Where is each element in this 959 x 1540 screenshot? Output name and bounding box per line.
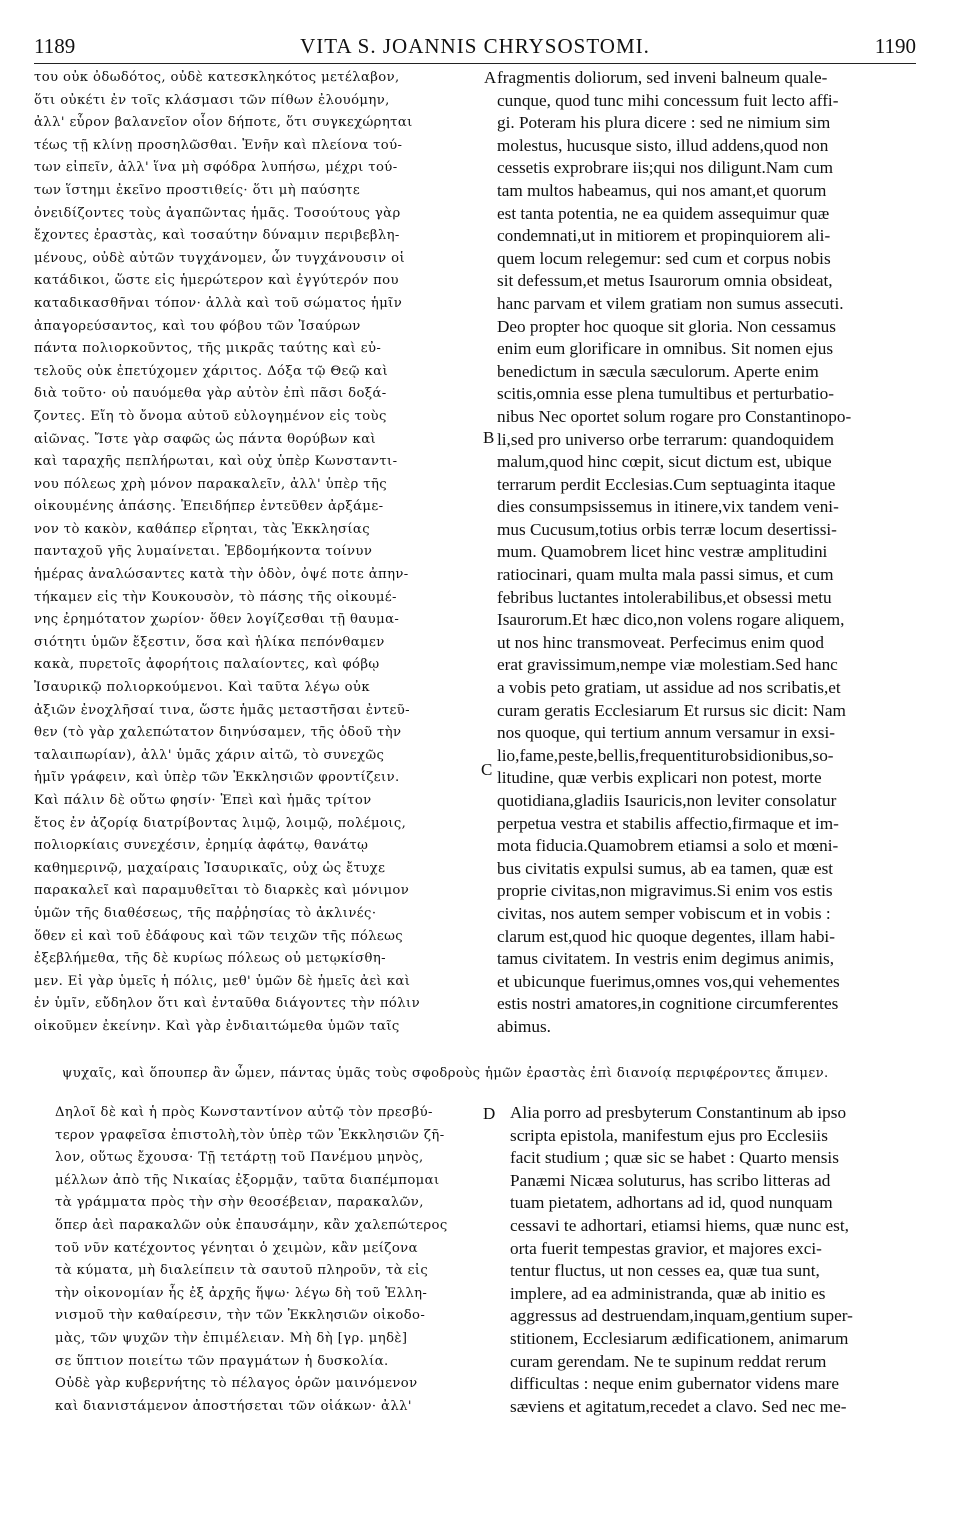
greek-text-line: τὰ κύματα, μὴ διαλείπειν τὰ σαυτοῦ πληροῦν, τὰ εἰς — [55, 1263, 429, 1279]
greek-text-line: ἔχοντες ἐραστὰς, καὶ τοσαύτην δύναμιν περιβεβλη- — [34, 228, 400, 244]
greek-text-line: πάντα πολιορκοῦντος, τῆς μικρᾶς ταύτης καὶ εὐ- — [34, 341, 382, 357]
greek-text-line: ἀλλ' εὗρον βαλανεῖον οἷον δήποτε, ὅτι συγκεχώρηται — [34, 115, 413, 131]
latin-text-line: scitis,omnia esse plena tumultibus et perturbatio- — [497, 384, 834, 404]
latin-text-line: litudine, quæ verbis explicari non potest, morte — [497, 768, 822, 788]
greek-text-line: αἰῶνας. Ἴστε γὰρ σαφῶς ὡς πάντα θορύβων καὶ — [34, 431, 377, 447]
greek-text-line: ἀξιῶν ἐνοχλῆσαί τινα, ὥστε ἡμᾶς μεταστῆσαι ἐντεῦ- — [34, 702, 411, 718]
latin-text-line: erat gravissimum,nempe viæ molestiam.Sed hanc — [497, 655, 838, 675]
latin-text-line: orta fuerit tempestas gravior, et majores exci- — [510, 1238, 822, 1258]
margin-marker-a: A — [484, 68, 497, 87]
latin-text-line: malum,quod hinc cœpit, sicut dictum est, ubique — [497, 452, 832, 472]
greek-text-line: Οὐδὲ γὰρ κυβερνήτης τὸ πέλαγος ὁρῶν μαινόμενον — [55, 1376, 418, 1392]
margin-marker-d: D — [483, 1104, 496, 1123]
greek-text-line: νου πόλεως χρὴ μόνον παρακαλεῖν, ἀλλ' ὑπὲρ τῆς — [34, 476, 388, 492]
greek-text-line: ἡμέρας ἀναλώσαντες κατὰ τὴν ὁδὸν, ὀψέ ποτε ἀπην- — [34, 567, 409, 583]
greek-text-line: τὴν οἰκονομίαν ἧς ἐξ ἀρχῆς ἥψω· λέγω δὴ τοῦ Ἑλλη- — [55, 1285, 428, 1301]
latin-text-line: Panæmi Nicæa soluturus, has scribo litteras ad — [510, 1170, 831, 1190]
greek-text-line: καὶ διανιστάμενον ἀποστήσεται τῶν οἰάκων· ἀλλ' — [55, 1398, 412, 1414]
latin-text-line: stitionem, Ecclesiarum ædificationem, animarum — [510, 1328, 849, 1348]
greek-text-line: νισμοῦ τὴν καθαίρεσιν, τὴν τῶν Ἐκκλησιῶν οἰκοδο- — [55, 1308, 426, 1324]
greek-text-line: τέως τῇ κλίνῃ προσηλῶσθαι. Ἐνῆν καὶ πλείονα τού- — [34, 137, 403, 153]
latin-text-line: lio,fame,peste,bellis,frequentiturobsidionibus,so- — [497, 745, 834, 765]
latin-column-section2 — [510, 1102, 935, 1418]
latin-text-line: enim eum glorificare in omnibus. Sit nomen ejus — [497, 339, 834, 359]
greek-text-line: μὰς, τῶν ψυχῶν τὴν ἐπιμέλειαν. Μὴ δὴ [γρ. μηδὲ] — [55, 1330, 408, 1346]
latin-text-line: cunque, quod tunc mihi concessum fuit lecto affi- — [497, 90, 839, 110]
greek-text-line: Δηλοῖ δὲ καὶ ἡ πρὸς Κωνσταντίνον αὐτῷ τὸν πρεσβύ- — [55, 1105, 433, 1120]
greek-text-line: ὅπερ ἀεὶ παρακαλῶν οὐκ ἐπαυσάμην, κἂν χαλεπώτερος — [55, 1217, 448, 1233]
margin-marker-c: C — [481, 760, 493, 779]
greek-text-line: μεν. Εἰ γὰρ ὑμεῖς ἡ πόλις, μεθ' ὑμῶν δὲ ἡμεῖς ἀεὶ καὶ — [34, 973, 411, 989]
greek-text-line: καὶ ταραχῆς πεπλήρωται, καὶ οὐχ ὑπὲρ Κωνσταντι- — [34, 454, 398, 470]
running-title: VITA S. JOANNIS CHRYSOSTOMI. — [300, 34, 650, 58]
greek-column-section2 — [55, 1102, 485, 1418]
latin-text-line: Alia porro ad presbyterum Constantinum ab ipso — [510, 1103, 847, 1122]
greek-text-line: τήκαμεν εἰς τὴν Κουκουσὸν, τὸ πάσης τῆς οἰκουμέ- — [34, 589, 397, 605]
latin-text-line: aggressus ad destruendam,inquam,gentium super- — [510, 1306, 853, 1326]
latin-text-line: nibus Nec oportet solum rogare pro Constantinopo- — [497, 406, 852, 426]
latin-text-line: dies consumpsissemus in itinere,vix tandem veni- — [497, 497, 839, 517]
greek-text-line: οἰκοῦμεν ἐκείνην. Καὶ γὰρ ἐνδιαιτώμεθα ὑμῶν ταῖς — [34, 1018, 400, 1034]
latin-text-line: tentur fluctus, ut non cesses ea, quæ tua sunt, — [510, 1261, 820, 1281]
latin-text-line: quem locum relegemur: sed cum et corpus nobis — [497, 248, 831, 268]
greek-text-line: οἰκουμένης ἁπάσης. Ἐπειδήπερ ἐντεῦθεν ἀρξάμε- — [34, 499, 384, 515]
greek-text-line: παρακαλεῖ καὶ παραμυθεῖται τὸ διαρκὲς καὶ μόνιμον — [34, 883, 410, 899]
latin-text-line: clarum est,quod hic quoque degentes, illam habi- — [497, 926, 835, 946]
latin-text-line: li,sed pro universo orbe terrarum: quandoquidem — [497, 429, 834, 449]
page-number-right: 1190 — [874, 34, 916, 58]
latin-text-line: difficultas : neque enim gubernator videns mare — [510, 1374, 840, 1394]
header-rule — [34, 63, 916, 64]
latin-text-line: a vobis peto gratiam, ut assidue ad nos scribatis,et — [497, 678, 841, 698]
greek-text-line: τοῦ νῦν κατέχοντος γένηται ὁ χειμὼν, κἂν μείζονα — [55, 1240, 418, 1256]
greek-text-line: ὑμῶν τῆς διαθέσεως, τῆς παῤῥησίας τὸ ἀκλινές· — [34, 905, 377, 921]
latin-text-line: quotidiana,gladiis Isauricis,non leviter consolatur — [497, 791, 837, 810]
latin-text-line: gi. Poteram his plura dicere : sed ne nimium sim — [497, 113, 831, 133]
latin-text-line: hanc parvam et vilem gratiam non sumus assecuti. — [497, 293, 844, 313]
latin-text-line: mus Cucusum,totius orbis terræ locum desertissi- — [497, 519, 837, 539]
margin-marker-b: B — [483, 428, 495, 447]
latin-text-line: ratiocinari, quam multa mala passi simus, et cum — [497, 565, 834, 585]
latin-text-line: abimus. — [497, 1016, 551, 1036]
greek-text-line: καθημερινῷ, μαχαίραις Ἰσαυρικαῖς, οὐχ ὡς ἔτυχε — [34, 860, 386, 876]
latin-text-line: febribus luctantes intolerabilibus,et obsessi metu — [497, 587, 832, 607]
greek-text-line: ἀπαγορεύσαντος, καὶ του φόβου τῶν Ἰσαύρων — [34, 318, 361, 334]
latin-text-line: Isaurorum.Et hæc dico,non volens rogare aliquem, — [497, 610, 845, 630]
greek-text-line: κατάδικοι, ὥστε εἰς ἡμερώτερον καὶ ἐγγύτερόν που — [34, 273, 399, 289]
greek-text-line: Ἰσαυρικῷ πολιορκούμενοι. Καὶ ταῦτα λέγω οὐκ — [34, 680, 370, 696]
greek-text-line: Καὶ πάλιν δὲ οὕτω φησίν· Ἐπεὶ καὶ ἡμᾶς τρίτον — [34, 793, 372, 808]
latin-text-line: curam gerendam. Ne te supinum reddat rerum — [510, 1351, 827, 1371]
greek-text-line: ἡμῖν γράφειν, καὶ ὑπὲρ τῶν Ἐκκλησιῶν φροντίζειν. — [34, 770, 400, 786]
latin-text-line: cessetis exprobrare iis;qui nos diligunt.Nam cum — [497, 158, 834, 178]
latin-text-line: bus civitatis expulsi sumus, ab ea tamen, quæ est — [497, 858, 834, 878]
latin-text-line: proprie civitas,non migravimus.Si enim vos estis — [497, 881, 833, 901]
latin-text-line: scripta epistola, manifestum ejus pro Ecclesiis — [510, 1125, 828, 1145]
latin-text-line: estis nostri amatores,in cognitione circumferentes — [497, 994, 839, 1014]
latin-column-section1 — [497, 67, 935, 1039]
greek-text-line: πανταχοῦ γῆς λυμαίνεται. Ἑβδομήκοντα τοίνυν — [34, 544, 373, 560]
page-number-left: 1189 — [34, 34, 76, 58]
greek-text-line: κακὰ, πυρετοῖς ἀφορήτοις παλαίοντες, καὶ φόβῳ — [34, 657, 380, 673]
latin-text-line: cessavi te adhortari, etiamsi hiems, quæ nunc est, — [510, 1215, 849, 1235]
greek-text-line: ἐξεβλήμεθα, τῆς δὲ κυρίως πόλεως οὐ μετῳκίσθη- — [34, 951, 387, 967]
greek-text-line: των εἰπεῖν, ἀλλ' ἵνα μὴ σφόδρα λυπήσω, μέχρι τού- — [34, 160, 398, 176]
latin-text-line: Deo propter hoc quoque sit gloria. Non cessamus — [497, 316, 836, 336]
latin-text-line: implere, ad ea administranda, quæ ab initio es — [510, 1283, 826, 1303]
greek-text-line: ἔτος ἐν ἀζορίᾳ διατρίβοντας λιμῷ, λοιμῷ, πολέμοις, — [34, 815, 407, 831]
greek-text-line: τερον γραφεῖσα ἐπιστολὴ,τὸν ὑπὲρ τῶν Ἐκκλησιῶν ζῆ- — [55, 1127, 445, 1143]
greek-text-line: ὅτι οὐκέτι ἐν τοῖς κλάσμασι τῶν πίθων ἐλουόμην, — [34, 92, 390, 108]
greek-text-line: ζοντες. Εἴη τὸ ὄνομα αὐτοῦ εὐλογημένον εἰς τοὺς — [34, 408, 387, 424]
greek-text-line: νον τὸ κακὸν, καθάπερ εἴρηται, τὰς Ἐκκλησίας — [34, 521, 371, 537]
greek-text-line: ὀνειδίζοντες τοὺς ἀγαπῶντας ἡμᾶς. Τοσούτους γὰρ — [34, 205, 401, 221]
latin-text-line: condemnati,ut in mitiorem et propinquiorem ali- — [497, 226, 831, 246]
latin-text-line: sæviens et agitatum,recedet a clavo. Sed nec me- — [510, 1396, 847, 1416]
greek-text-line: πολιορκίαις συνεχέσιν, ἐρημίᾳ ἀφάτῳ, θανάτῳ — [34, 838, 369, 854]
latin-text-line: mum. Quamobrem licet hinc vestræ amplitudini — [497, 542, 828, 562]
latin-text-line: tam multos habeamus, qui nos amant,et quorum — [497, 180, 827, 200]
greek-text-line: ταλαιπωρίαν), ἀλλ' ὑμᾶς χάριν αἰτῶ, τὸ συνεχῶς — [34, 747, 385, 763]
latin-text-line: terrarum perdit Ecclesias.Cum septuaginta itaque — [497, 474, 836, 494]
latin-text-line: molestus, hucusque sisto, illud addens,quod non — [497, 135, 829, 155]
greek-text-line: διὰ τοῦτο· οὐ παυόμεθα γὰρ αὐτὸν ἐπὶ πᾶσι δοξά- — [34, 386, 387, 402]
latin-text-line: tamus civitatem. In vestris enim degimus animis, — [497, 949, 835, 969]
latin-text-line: fragmentis doliorum, sed inveni balneum quale- — [497, 68, 828, 87]
full-width-line: ψυχαῖς, καὶ ὅπουπερ ἂν ὦμεν, πάντας ὑμᾶς τοὺς σφοδροὺς ἡμῶν ἐραστὰς ἐπὶ διανοίᾳ περιφέροντες ἄπιμεν. — [62, 1066, 829, 1081]
latin-text-line: perpetua vestra et stabilis affectio,firmaque et im- — [497, 813, 839, 833]
page-header — [34, 34, 916, 64]
greek-text-line: ἐν ὑμῖν, εὔδηλον ὅτι καὶ ἐνταῦθα διάγοντες τὴν πόλιν — [34, 996, 421, 1012]
latin-text-line: ut nos hinc transmoveat. Perfecimus enim quod — [497, 632, 824, 652]
greek-text-line: θεν (τὸ γὰρ χαλεπώτατον διηνύσαμεν, τῆς ὁδοῦ τὴν — [34, 725, 402, 741]
greek-text-line: σε ὕπτιον ποιείτω τῶν πραγμάτων ἡ δυσκολία. — [55, 1353, 389, 1369]
latin-text-line: civitas, nos autem semper vobiscum et in vobis : — [497, 903, 831, 923]
latin-text-line: curam geratis Ecclesiarum Et rursus sic dicit: Nam — [497, 700, 846, 720]
greek-text-line: τελοῦς οὐκ ἐπετύχομεν χάριτος. Δόξα τῷ Θεῷ καὶ — [34, 363, 389, 379]
greek-text-line: του οὐκ ὀδωδότος, οὐδὲ κατεσκληκότος μετέλαβον, — [34, 70, 400, 85]
greek-text-line: τὰ γράμματα πρὸς τὴν σὴν θεοσέβειαν, παρακαλῶν, — [55, 1195, 424, 1211]
latin-text-line: benedictum in sæcula sæculorum. Aperte enim — [497, 361, 819, 381]
greek-text-line: μέλλων ἀπὸ τῆς Νικαίας ἐξορμᾷν, ταῦτα διαπέμπομαι — [55, 1172, 440, 1188]
latin-text-line: et ubicunque fuerimus,omnes vos,qui vehementes — [497, 971, 840, 991]
greek-text-line: σιότητι ὑμῶν ἔξεστιν, ὅσα καὶ ἡλίκα πεπόνθαμεν — [34, 634, 385, 650]
latin-text-line: mota fiducia.Quamobrem etiamsi a solo et mœni- — [497, 836, 839, 856]
greek-text-line: ὅθεν εἰ καὶ τοῦ ἐδάφους καὶ τῶν τειχῶν τῆς πόλεως — [34, 928, 404, 944]
latin-text-line: facit studium ; quæ sic se habet : Quarto mensis — [510, 1148, 839, 1168]
greek-text-line: μένους, οὐδὲ αὐτῶν τυγχάνομεν, ὧν τυγχάνουσιν οἱ — [34, 250, 406, 266]
greek-text-line: καταδικασθῆναι τόπον· ἀλλὰ καὶ τοῦ σώματος ἡμῖν — [34, 295, 403, 311]
latin-text-line: est tanta potentia, ne ea quidem assequimur quæ — [497, 203, 830, 223]
greek-column-section1 — [34, 67, 484, 1039]
greek-text-line: λον, οὕτως ἔχουσα· Τῇ τετάρτῃ τοῦ Πανέμου μηνὸς, — [55, 1150, 424, 1166]
latin-text-line: nos quoque, qui tertium annum versamur in exsi- — [497, 723, 835, 743]
latin-text-line: sit defessum,et metus Isaurorum omnia obsideat, — [497, 271, 833, 291]
greek-text-line: των ἵστημι ἐκεῖνο προστιθείς· ὅτι μὴ παύσητε — [34, 182, 361, 198]
latin-text-line: tuam pietatem, adhortans ad id, quod nunquam — [510, 1193, 833, 1213]
greek-text-line: νης ἐρημότατον χωρίον· ὅθεν λογίζεσθαι τῇ θαυμα- — [34, 612, 400, 628]
